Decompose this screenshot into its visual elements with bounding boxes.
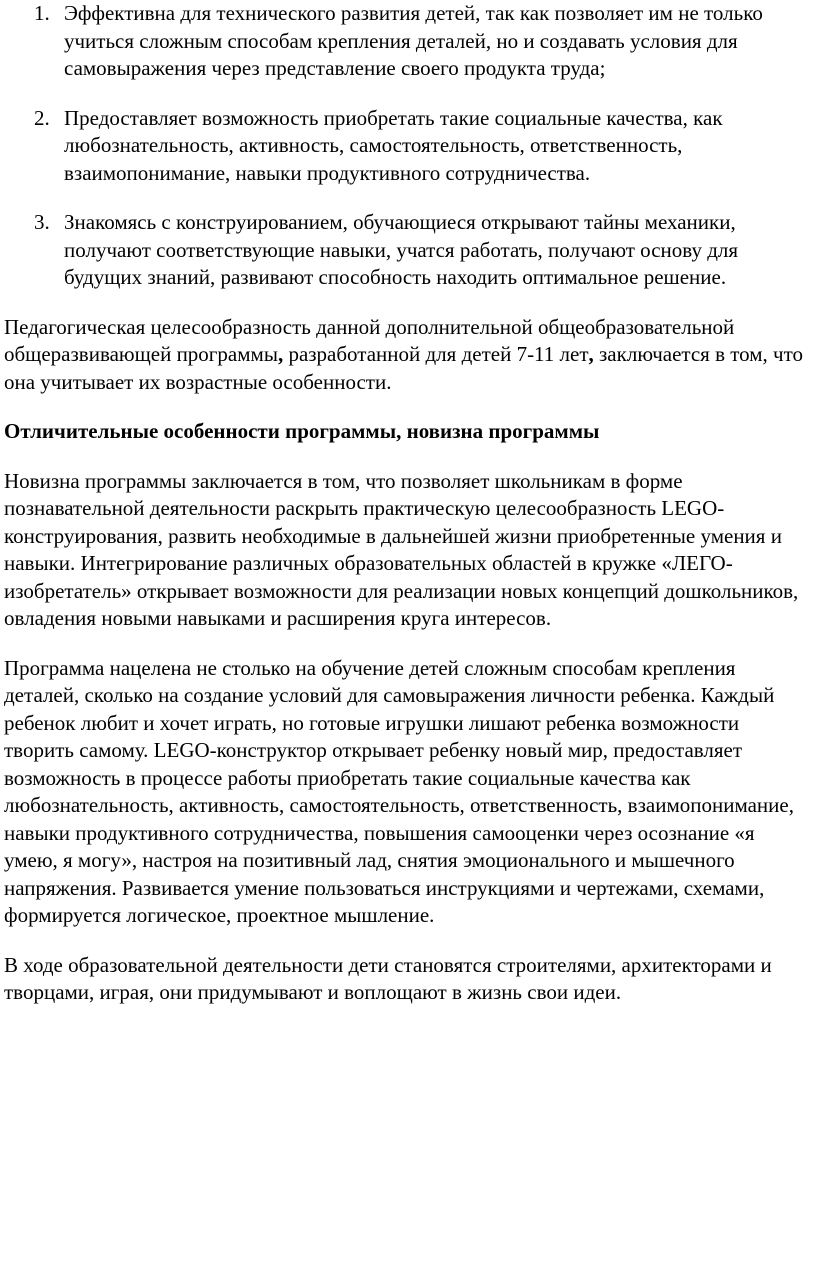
list-item-number: 3.: [34, 210, 50, 234]
paragraph-text: разработанной для детей 7-11 лет: [283, 342, 589, 366]
list-item-number: 2.: [34, 105, 50, 130]
paragraph-text: Педагогическая целесообразность данной дополнительной общеобразовательной общеразвивающей программы: [4, 314, 735, 366]
paragraph-novelty: Новизна программы заключается в том, что позволяет школьникам в форме познавательной деятельности раскрыть практическую целесообразность LEGO-конструирования, развить необходимые в дальнейшей жизни приобретенные умения и навыки. Интегрирование различных образовательных областей в кружке «ЛЕГО-изобретатель» открывает возможности для реализации новых концепций дошкольников, овладения новыми навыками и расширения круга интересов.: [4, 468, 799, 630]
paragraph-pedagogical: [4, 314, 808, 397]
list-item-text: Предоставляет возможность приобретать такие социальные качества, как любознательность, активность, самостоятельность, ответственность, взаимопонимание, навыки продуктивного сотрудничества.: [64, 105, 723, 185]
bold-comma: ,: [277, 342, 284, 366]
paragraph-program-goal: Программа нацелена не столько на обучение детей сложным способам крепления деталей, сколько на создание условий для самовыражения личности ребенка. Каждый ребенок любит и хочет играть, но готовые игрушки лишают ребенка возможности творить самому. LEGO-конструктор открывает ребенку новый мир, предоставляет возможность в процессе работы приобретать такие социальные качества как любознательность, активность, самостоятельность, ответственность, взаимопонимание, навыки продуктивного сотрудничества, повышения самооценки через осознание «я умею, я могу», настроя на позитивный лад, снятия эмоционального и мышечного напряжения. Развивается умение пользоваться инструкциями и чертежами, схемами, формируется логическое, проектное мышление.: [4, 655, 794, 927]
list-item: [4, 0, 808, 83]
bold-comma: ,: [588, 342, 594, 366]
list-item-text: Эффективна для технического развития детей, так как позволяет им не только учиться сложным способам крепления деталей, но и создавать условия для самовыражения через представление своего продукта труда;: [64, 1, 763, 80]
numbered-list: [4, 0, 808, 292]
list-item: [4, 105, 808, 188]
list-item-text: Знакомясь с конструированием, обучающиеся открывают тайны механики, получают соответствующие навыки, учатся работать, получают основу для будущих знаний, развивают способность находить оптимальное решение.: [64, 210, 739, 289]
section-heading: Отличительные особенности программы, новизна программы: [4, 419, 600, 443]
paragraph-activity: В ходе образовательной деятельности дети становятся строителями, архитекторами и творцами, играя, они придумывают и воплощают в жизнь свои идеи.: [4, 952, 772, 1004]
paragraph-text: заключается в том, что она учитывает их возрастные особенности.: [4, 342, 803, 394]
list-item-number: 1.: [34, 1, 50, 25]
list-item: [4, 209, 808, 292]
